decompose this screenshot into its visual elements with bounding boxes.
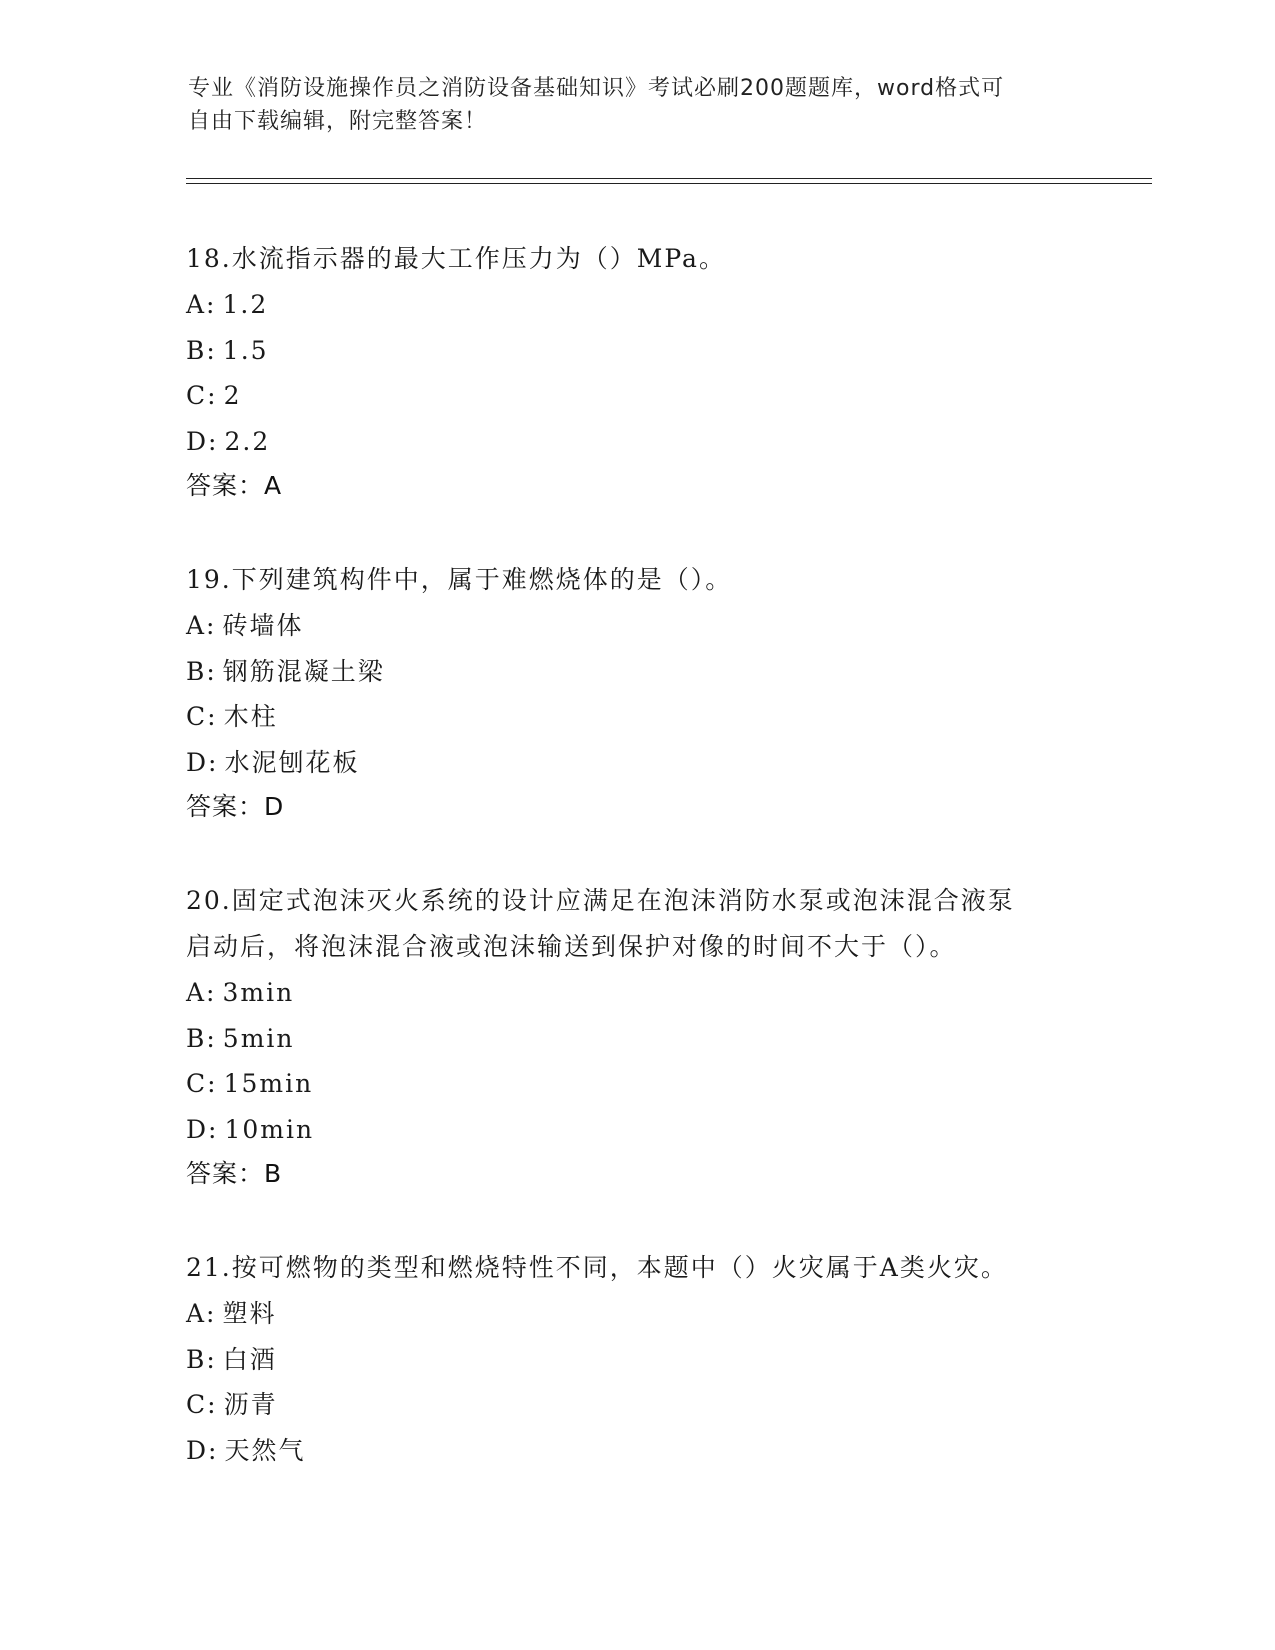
option-b — [186, 649, 1086, 695]
question-18 — [186, 236, 1086, 508]
question-list — [186, 236, 1086, 1473]
question-stem — [186, 878, 1086, 970]
answer-line: 答案：B — [186, 1159, 283, 1188]
option-text: 1.2 — [222, 290, 269, 319]
spacer — [186, 829, 1086, 878]
option-text: 水泥刨花板 — [224, 747, 360, 777]
option-letter: D: — [186, 426, 219, 456]
header-line-2: 自由下载编辑，附完整答案！ — [188, 109, 488, 134]
option-c — [186, 694, 1086, 740]
option-text: 天然气 — [224, 1435, 306, 1465]
option-c — [186, 1061, 1086, 1107]
header-divider-bottom — [186, 183, 1152, 184]
option-text: 白酒 — [222, 1344, 277, 1374]
option-letter: A: — [186, 611, 217, 640]
option-text: 3min — [222, 978, 295, 1007]
spacer — [186, 1196, 1086, 1245]
question-stem: 19.下列建筑构件中，属于难燃烧体的是（）。 — [186, 565, 733, 594]
option-text: 钢筋混凝土梁 — [222, 656, 385, 686]
option-a — [186, 970, 1086, 1016]
option-d — [186, 1428, 1086, 1474]
option-text: 5min — [222, 1023, 295, 1053]
option-c — [186, 1382, 1086, 1428]
header-divider-top — [186, 178, 1152, 179]
question-stem: 21.按可燃物的类型和燃烧特性不同，本题中（）火灾属于A类火灾。 — [186, 1253, 1008, 1282]
option-letter: D: — [186, 1114, 219, 1144]
option-b — [186, 1016, 1086, 1062]
option-letter: C: — [186, 1069, 218, 1098]
option-text: 15min — [223, 1069, 314, 1098]
option-d — [186, 419, 1086, 465]
question-20 — [186, 878, 1086, 1196]
answer-line: 答案：A — [186, 471, 283, 500]
option-text: 塑料 — [222, 1299, 277, 1328]
option-b — [186, 1337, 1086, 1383]
option-letter: A: — [186, 978, 217, 1007]
option-letter: A: — [186, 290, 217, 319]
option-text: 砖墙体 — [222, 611, 304, 640]
option-text: 2.2 — [224, 426, 271, 456]
option-d — [186, 740, 1086, 786]
document-header — [188, 72, 1088, 138]
option-letter: B: — [186, 1023, 217, 1053]
question-stem: 18.水流指示器的最大工作压力为（）MPa。 — [186, 244, 726, 273]
spacer — [186, 508, 1086, 557]
option-letter: D: — [186, 1435, 219, 1465]
option-text: 木柱 — [223, 702, 278, 731]
option-a — [186, 1291, 1086, 1337]
option-letter: C: — [186, 1390, 218, 1419]
option-letter: B: — [186, 656, 217, 686]
question-21 — [186, 1245, 1086, 1473]
option-letter: B: — [186, 1344, 217, 1374]
answer-line: 答案：D — [186, 792, 285, 821]
option-text: 10min — [224, 1114, 315, 1144]
option-letter: A: — [186, 1299, 217, 1328]
option-letter: D: — [186, 747, 219, 777]
question-19 — [186, 557, 1086, 829]
option-letter: C: — [186, 381, 218, 410]
question-stem-line-2: 启动后，将泡沫混合液或泡沫输送到保护对像的时间不大于（）。 — [186, 932, 957, 961]
option-a — [186, 603, 1086, 649]
option-letter: C: — [186, 702, 218, 731]
question-stem-line-1: 20.固定式泡沫灭火系统的设计应满足在泡沫消防水泵或泡沫混合液泵 — [186, 886, 1015, 915]
option-text: 1.5 — [222, 335, 269, 365]
option-d — [186, 1107, 1086, 1153]
header-line-1: 专业《消防设施操作员之消防设备基础知识》考试必刷200题题库，word格式可 — [188, 76, 1005, 101]
option-text: 2 — [223, 381, 242, 410]
option-c — [186, 373, 1086, 419]
option-letter: B: — [186, 335, 217, 365]
option-text: 沥青 — [223, 1390, 278, 1419]
option-a — [186, 282, 1086, 328]
option-b — [186, 328, 1086, 374]
